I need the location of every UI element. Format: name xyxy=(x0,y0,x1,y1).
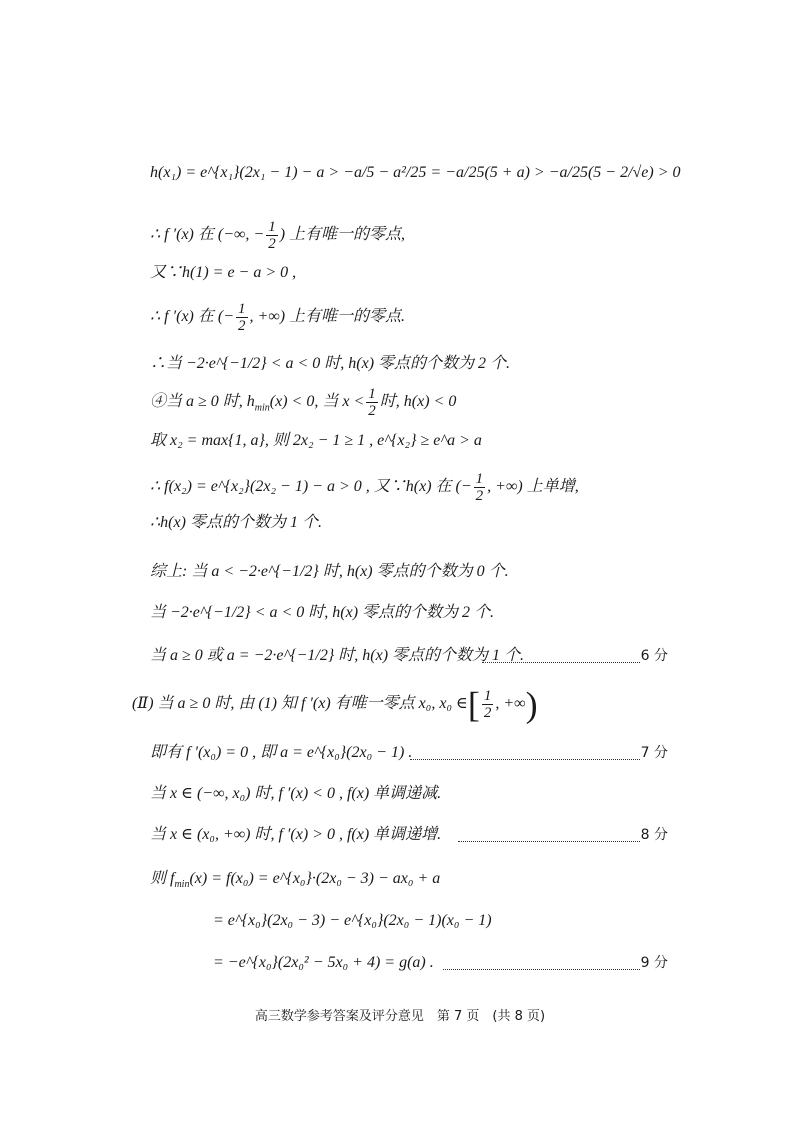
decreasing-line: 当 x ∈ (−∞, x₀) 时, f ′(x) < 0 , f(x) 单调递减. xyxy=(150,785,442,802)
left-bracket: [ xyxy=(467,684,480,725)
fraction-numerator: 1 xyxy=(238,301,246,317)
line-text: , +∞ xyxy=(495,695,526,713)
fraction xyxy=(482,688,494,721)
line-text: (Ⅱ) 当 a ≥ 0 时, 由 (1) 知 f ′(x) 有唯一零点 x₀, x₀ ∈ xyxy=(132,695,468,713)
line-text: ) 上有唯一的零点, xyxy=(279,226,406,244)
two-zeros-line: ∴当 −2·e^{−1/2} < a < 0 时, h(x) 零点的个数为 2 个. xyxy=(150,355,511,372)
fmin-step-2: = e^{x₀}(2x₀ − 3) − e^{x₀}(2x₀ − 1)(x₀ − 1) xyxy=(213,912,492,929)
fmin-step-3: = −e^{x₀}(2x₀² − 5x₀ + 4) = g(a) . xyxy=(213,954,434,971)
subscript: min xyxy=(254,402,270,414)
score-leader-dots xyxy=(482,662,640,663)
fraction xyxy=(266,219,278,252)
zero-point-line-2 xyxy=(150,301,405,334)
line-text: , +∞) 上单增, xyxy=(487,478,579,496)
summary-line-1: 综上: 当 a < −2·e^{−1/2} 时, h(x) 零点的个数为 0 个. xyxy=(150,563,509,580)
fraction-denominator: 2 xyxy=(475,488,484,504)
score-leader-dots xyxy=(443,969,640,970)
line-text: ∴ f ′(x) 在 (−∞, − xyxy=(150,226,265,244)
right-paren: ) xyxy=(525,684,538,725)
score-9: 9 分 xyxy=(640,955,668,971)
h1-line: 又∵h(1) = e − a > 0 , xyxy=(150,264,297,281)
fraction-numerator: 1 xyxy=(483,688,492,704)
increasing-line: 当 x ∈ (x₀, +∞) 时, f ′(x) > 0 , f(x) 单调递增. xyxy=(150,826,442,843)
summary-line-2: 当 −2·e^{−1/2} < a < 0 时, h(x) 零点的个数为 2 个. xyxy=(150,604,495,621)
take-x2-line: 取 x₂ = max{1, a}, 则 2x₂ − 1 ≥ 1 , e^{x₂} ≥ e^a > a xyxy=(150,432,482,449)
fraction-numerator: 1 xyxy=(475,471,484,487)
fraction-denominator: 2 xyxy=(483,705,492,721)
score-leader-dots xyxy=(410,759,640,760)
fmin-line xyxy=(150,869,440,895)
line-text: , +∞) 上有唯一的零点. xyxy=(249,308,406,326)
score-7: 7 分 xyxy=(640,745,668,761)
case4-line xyxy=(150,386,456,419)
f-x2-line xyxy=(150,471,579,504)
line-text: (x) < 0, 当 x < xyxy=(269,393,365,411)
inequality-chain-line: h(x₁) = e^{x₁}(2x₁ − 1) − a > −a/5 − a²/25 = −a/25(5 + a) > −a/25(5 − 2/√e) > 0 xyxy=(150,164,681,181)
derivative-zero-line: 即有 f ′(x₀) = 0 , 即 a = e^{x₀}(2x₀ − 1) . xyxy=(150,744,413,761)
summary-line-3: 当 a ≥ 0 或 a = −2·e^{−1/2} 时, h(x) 零点的个数为 1 个. xyxy=(150,647,525,664)
one-zero-line: ∴h(x) 零点的个数为 1 个. xyxy=(150,514,322,531)
fraction-numerator: 1 xyxy=(268,219,276,235)
fraction xyxy=(366,386,378,419)
zero-point-line-1 xyxy=(150,219,405,252)
line-text: 则 f xyxy=(150,870,175,887)
part2-line xyxy=(132,684,538,725)
score-8: 8 分 xyxy=(640,827,668,843)
score-leader-dots xyxy=(458,841,640,842)
fraction-numerator: 1 xyxy=(368,386,376,402)
fraction xyxy=(236,301,248,334)
line-text: (x) = f(x₀) = e^{x₀}·(2x₀ − 3) − ax₀ + a xyxy=(189,870,441,887)
fraction xyxy=(474,471,486,504)
fraction-denominator: 2 xyxy=(268,236,276,252)
line-text: ∴ f ′(x) 在 (− xyxy=(150,308,235,326)
score-6: 6 分 xyxy=(640,648,668,664)
line-text: 时, h(x) < 0 xyxy=(379,393,457,411)
subscript: min xyxy=(174,879,190,891)
page-footer: 高三数学参考答案及评分意见 第 7 页 (共 8 页) xyxy=(254,1009,546,1024)
line-text: ④当 a ≥ 0 时, h xyxy=(150,393,255,411)
fraction-denominator: 2 xyxy=(368,403,376,419)
fraction-denominator: 2 xyxy=(238,318,246,334)
line-text: ∴ f(x₂) = e^{x₂}(2x₂ − 1) − a > 0 , 又∵h(x) 在 (− xyxy=(150,478,472,496)
